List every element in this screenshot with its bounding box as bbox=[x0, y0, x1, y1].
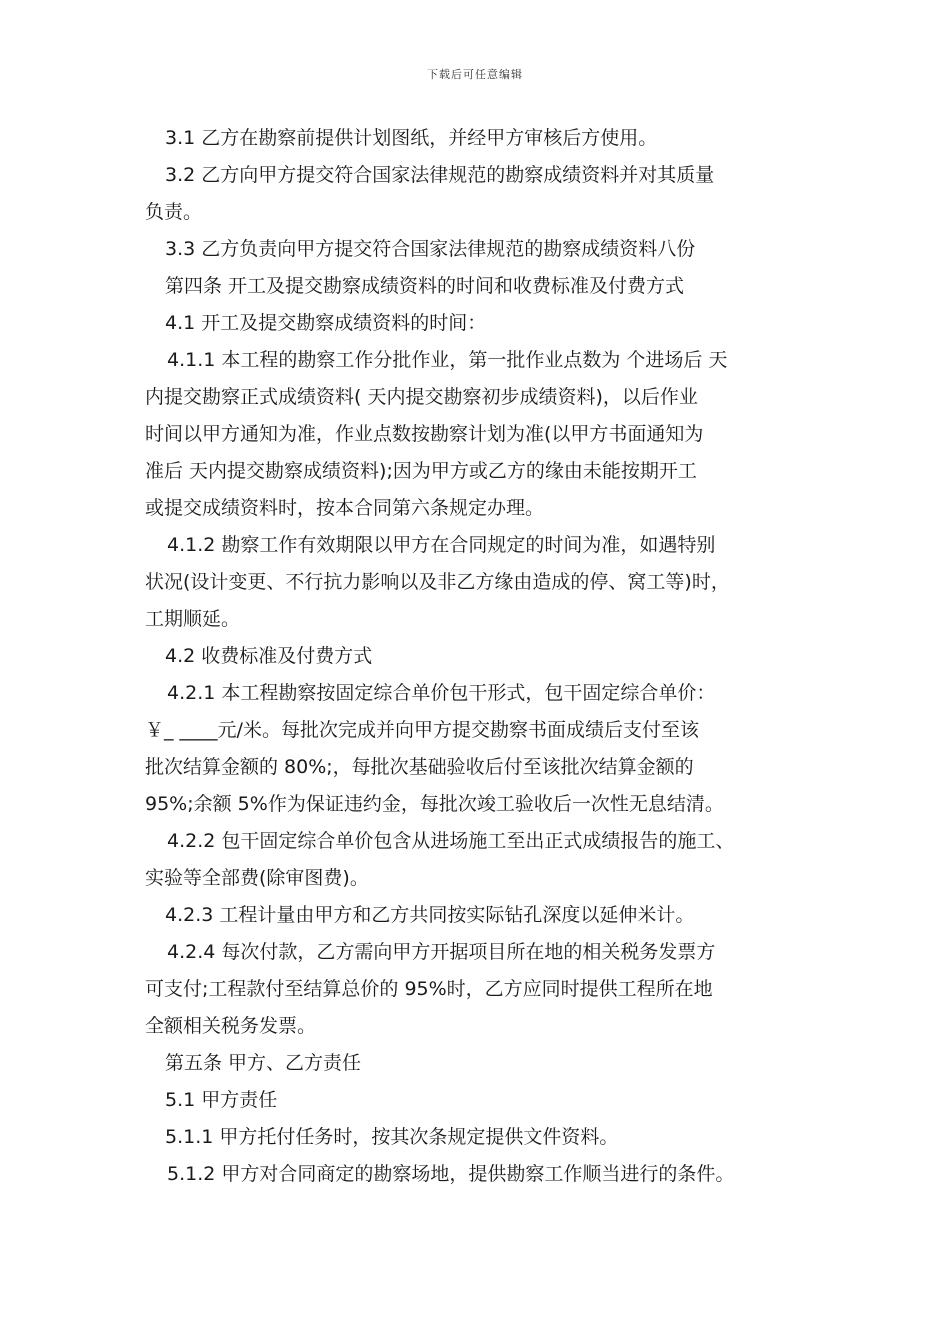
paragraph-p5-1-1 bbox=[145, 1119, 825, 1156]
text-line: 4.2.3 工程计量由甲方和乙方共同按实际钻孔深度以延伸米计。 bbox=[165, 904, 695, 926]
text-line: 5.1.2 甲方对合同商定的勘察场地，提供勘察工作顺当进行的条件。 bbox=[167, 1163, 735, 1185]
paragraph-p-art5 bbox=[145, 1045, 825, 1082]
text-line: 时间以甲方通知为准，作业点数按勘察计划为准(以甲方书面通知为 bbox=[145, 423, 704, 445]
text-line: 3.1 乙方在勘察前提供计划图纸，并经甲方审核后方使用。 bbox=[165, 127, 658, 149]
text-line: 4.2.2 包干固定综合单价包含从进场施工至出正式成绩报告的施工、 bbox=[167, 830, 735, 852]
text-line: 批次结算金额的 80%;，每批次基础验收后付至该批次结算金额的 bbox=[145, 756, 694, 778]
text-line: 实验等全部费(除审图费)。 bbox=[145, 867, 369, 889]
text-line: 4.2.4 每次付款，乙方需向甲方开据项目所在地的相关税务发票方 bbox=[167, 941, 716, 963]
paragraph-p-art4 bbox=[145, 268, 825, 305]
text-line: 4.1.2 勘察工作有效期限以甲方在合同规定的时间为准，如遇特别 bbox=[167, 534, 716, 556]
paragraph-p4-1-1 bbox=[145, 342, 825, 527]
paragraph-p4-1 bbox=[145, 305, 825, 342]
document-body bbox=[145, 120, 825, 1193]
text-line: 第五条 甲方、乙方责任 bbox=[165, 1052, 362, 1074]
text-line: 第四条 开工及提交勘察成绩资料的时间和收费标准及付费方式 bbox=[165, 275, 685, 297]
paragraph-p3-3 bbox=[145, 231, 825, 268]
text-line: 3.2 乙方向甲方提交符合国家法律规范的勘察成绩资料并对其质量 bbox=[165, 164, 715, 186]
text-line: 4.2 收费标准及付费方式 bbox=[165, 645, 373, 667]
text-line: 可支付;工程款付至结算总价的 95%时，乙方应同时提供工程所在地 bbox=[145, 978, 713, 1000]
paragraph-p4-1-2 bbox=[145, 527, 825, 638]
text-line: 或提交成绩资料时，按本合同第六条规定办理。 bbox=[145, 497, 545, 519]
paragraph-p4-2 bbox=[145, 638, 825, 675]
page-header: 下载后可任意编辑 bbox=[427, 68, 523, 81]
text-line: 5.1.1 甲方托付任务时，按其次条规定提供文件资料。 bbox=[165, 1126, 619, 1148]
text-line: 95%;余额 5%作为保证违约金，每批次竣工验收后一次性无息结清。 bbox=[145, 793, 724, 815]
paragraph-p4-2-3 bbox=[145, 897, 825, 934]
text-line: 4.1 开工及提交勘察成绩资料的时间： bbox=[165, 312, 487, 334]
text-line: ￥_ ____元/米。每批次完成并向甲方提交勘察书面成绩后支付至该 bbox=[145, 719, 699, 741]
text-line: 状况(设计变更、不行抗力影响以及非乙方缘由造成的停、窝工等)时， bbox=[145, 571, 730, 593]
text-line: 全额相关税务发票。 bbox=[145, 1015, 317, 1037]
text-line: 4.2.1 本工程勘察按固定综合单价包干形式，包干固定综合单价： bbox=[167, 682, 716, 704]
paragraph-p3-2 bbox=[145, 157, 825, 231]
text-line: 4.1.1 本工程的勘察工作分批作业，第一批作业点数为 个进场后 天 bbox=[167, 349, 728, 371]
paragraph-p5-1 bbox=[145, 1082, 825, 1119]
text-line: 5.1 甲方责任 bbox=[165, 1089, 278, 1111]
paragraph-p4-2-4 bbox=[145, 934, 825, 1045]
paragraph-p5-1-2 bbox=[145, 1156, 825, 1193]
text-line: 3.3 乙方负责向甲方提交符合国家法律规范的勘察成绩资料八份 bbox=[165, 238, 696, 260]
paragraph-p4-2-2 bbox=[145, 823, 825, 897]
text-line: 内提交勘察正式成绩资料( 天内提交勘察初步成绩资料)，以后作业 bbox=[145, 386, 698, 408]
text-line: 准后 天内提交勘察成绩资料);因为甲方或乙方的缘由未能按期开工 bbox=[145, 460, 697, 482]
text-line: 工期顺延。 bbox=[145, 608, 241, 630]
paragraph-p4-2-1 bbox=[145, 675, 825, 823]
text-line: 负责。 bbox=[145, 201, 203, 223]
paragraph-p3-1 bbox=[145, 120, 825, 157]
